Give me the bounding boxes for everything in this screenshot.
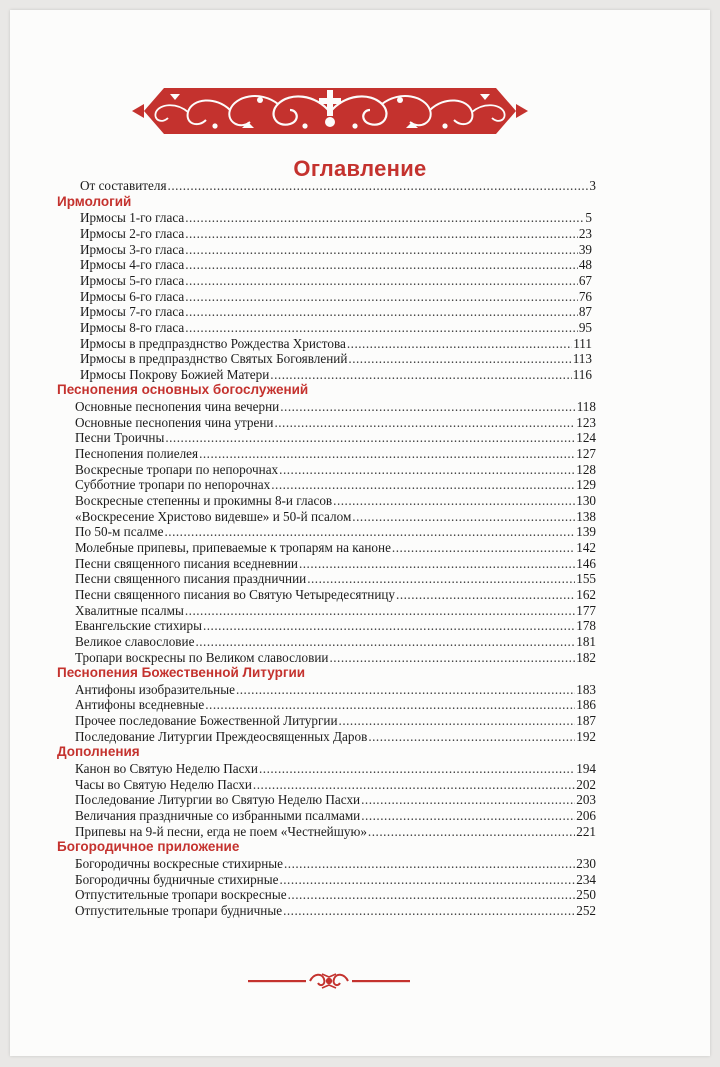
toc-entry-label: Ирмосы 1-го гласа [80, 210, 185, 226]
toc-entry-page-number: 124 [576, 430, 596, 446]
toc-entry-label: Ирмосы 4-го гласа [80, 257, 185, 273]
dot-leader [348, 351, 571, 367]
toc-entry[interactable] [75, 618, 596, 634]
toc-entry-page-number: 230 [576, 855, 596, 871]
dot-leader [396, 587, 575, 603]
dot-leader [185, 603, 575, 619]
toc-entry-label: «Воскресение Христово видевше» и 50-й псалом [75, 508, 352, 524]
dot-leader [185, 210, 584, 226]
toc-entry[interactable] [75, 777, 596, 793]
toc-entry-page-number: 203 [576, 792, 596, 808]
toc-entry-page-number: 194 [576, 761, 596, 777]
toc-entry-page-number: 95 [578, 319, 592, 335]
dot-leader [279, 462, 575, 478]
toc-entry-page-number: 113 [572, 351, 592, 367]
dot-leader [352, 509, 575, 525]
toc-entry-page-number: 118 [576, 399, 596, 415]
toc-entry-page-number: 23 [578, 225, 592, 241]
toc-entry[interactable] [75, 634, 596, 650]
toc-entry-page-number: 187 [576, 713, 596, 729]
toc-entry-page-number: 221 [576, 823, 596, 839]
dot-leader [368, 729, 575, 745]
dot-leader [185, 226, 578, 242]
toc-entry-label: От составителя [80, 178, 167, 193]
toc-entry-label: Ирмосы 5-го гласа [80, 272, 185, 288]
toc-entry-label: Отпустительные тропари воскресные [75, 887, 287, 903]
toc-entry[interactable] [75, 446, 596, 462]
dot-leader [195, 634, 575, 650]
toc-entry-page-number: 111 [573, 335, 592, 351]
toc-entry-label: Хвалитные псалмы [75, 602, 184, 618]
toc-entry-page-number: 206 [576, 808, 596, 823]
toc-entry-label: Ирмосы 3-го гласа [80, 241, 185, 257]
toc-entry-label: Прочее последование Божественной Литургии [75, 713, 338, 729]
toc-entry-page-number: 129 [576, 477, 596, 493]
toc-entry[interactable] [75, 824, 596, 840]
dot-leader [205, 697, 575, 713]
toc-entry[interactable] [80, 320, 592, 336]
toc-entry-label: Антифоны изобразительные [75, 681, 235, 697]
toc-entry-page-number: 177 [576, 602, 596, 618]
dot-leader [168, 178, 589, 194]
toc-entry-page-number: 39 [578, 241, 592, 257]
dot-leader [283, 903, 575, 919]
toc-entry[interactable] [75, 856, 596, 872]
dot-leader [164, 524, 575, 540]
toc-entry-page-number: 234 [576, 871, 596, 887]
page-title: Оглавление [293, 156, 427, 181]
dot-leader [299, 556, 575, 572]
toc-entry[interactable] [80, 289, 592, 305]
section-heading[interactable]: Песнопения Божественной Литургии [57, 665, 306, 681]
toc-entry[interactable] [80, 336, 592, 352]
toc-entry-page-number: 250 [576, 887, 596, 903]
toc-entry-label: Песнопения полиелея [75, 446, 199, 462]
toc-entry-page-number: 202 [576, 776, 596, 792]
toc-entry[interactable] [75, 415, 596, 431]
toc-entry-label: Молебные припевы, припеваемые к тропарям на каноне [75, 539, 391, 555]
toc-entry-page-number: 138 [576, 508, 596, 524]
toc-entry-page-number: 48 [578, 257, 592, 273]
toc-entry-label: Тропари воскресны по Великом славословии [75, 649, 329, 665]
dot-leader [271, 477, 575, 493]
dot-leader [280, 399, 575, 415]
section-heading[interactable]: Ирмологий [57, 193, 132, 209]
toc-entry[interactable] [80, 351, 592, 367]
toc-entry-label: Великое славословие [75, 633, 195, 649]
toc-entry-page-number: 3 [589, 178, 596, 193]
toc-entry-label: Антифоны вседневные [75, 697, 205, 713]
toc-entry-label: Богородичны воскресные стихирные [75, 855, 283, 871]
dot-leader [185, 257, 578, 273]
toc-entry-label: Величания праздничные со избранными псалмами [75, 808, 361, 823]
ornament-divider-icon [248, 970, 410, 992]
dot-leader [274, 415, 575, 431]
toc-entry-page-number: 162 [576, 586, 596, 602]
toc-entry[interactable] [75, 887, 596, 903]
toc-entry-page-number: 5 [585, 210, 592, 226]
toc-entry-label: Ирмосы в предпразднство Рождества Христова [80, 335, 346, 351]
toc-entry-page-number: 123 [576, 414, 596, 430]
dot-leader [203, 618, 575, 634]
toc-entry-label: Часы во Святую Неделю Пасхи [75, 776, 252, 792]
dot-leader [329, 650, 575, 666]
section-heading[interactable]: Песнопения основных богослужений [57, 382, 309, 398]
toc-entry[interactable] [75, 792, 596, 808]
toc-entry-page-number: 252 [576, 902, 596, 918]
toc-entry-label: Основные песнопения чина вечерни [75, 399, 280, 415]
toc-entry[interactable] [80, 273, 592, 289]
toc-entry[interactable] [75, 430, 596, 446]
toc-entry[interactable] [75, 713, 596, 729]
toc-entry-page-number: 192 [576, 728, 596, 744]
toc-entry[interactable] [75, 808, 596, 824]
toc-entry-page-number: 139 [576, 524, 596, 540]
toc-entry-page-number: 128 [576, 461, 596, 477]
toc-entry[interactable] [75, 540, 596, 556]
toc-entry-page-number: 76 [578, 288, 592, 304]
toc-entry[interactable] [80, 226, 592, 242]
section-heading[interactable]: Богородичное приложение [57, 839, 240, 855]
toc-entry-label: Припевы на 9-й песни, егда не поем «Честнейшую» [75, 823, 367, 839]
toc-entry-label: Воскресные тропари по непорочнах [75, 461, 279, 477]
toc-entry[interactable] [75, 556, 596, 572]
dot-leader [339, 713, 576, 729]
book-page [10, 10, 710, 1056]
toc-entry[interactable] [80, 242, 592, 258]
toc-entry[interactable] [75, 761, 596, 777]
dot-leader [259, 761, 575, 777]
toc-entry-label: Ирмосы 8-го гласа [80, 319, 185, 335]
toc-entry-page-number: 87 [578, 304, 592, 320]
floral-ornament-icon [130, 82, 530, 140]
dot-leader [368, 824, 575, 840]
dot-leader [185, 242, 578, 258]
dot-leader [253, 777, 575, 793]
dot-leader [361, 808, 575, 824]
toc-entry-label: Богородичны будничные стихирные [75, 871, 279, 887]
toc-entry-label: Ирмосы Покрову Божией Матери [80, 366, 270, 382]
toc-entry-page-number: 181 [576, 633, 596, 649]
toc-entry-label: Песни священного писания праздничнии [75, 571, 307, 587]
toc-entry-label: Ирмосы 7-го гласа [80, 304, 185, 320]
toc-entry-page-number: 178 [576, 618, 596, 634]
toc-entry-page-number: 130 [576, 493, 596, 508]
toc-entry-label: Канон во Святую Неделю Пасхи [75, 761, 258, 777]
toc-entry[interactable] [75, 650, 596, 666]
toc-entry-label: Основные песнопения чина утрени [75, 414, 274, 430]
toc-entry[interactable] [80, 257, 592, 273]
dot-leader [165, 430, 575, 446]
dot-leader [284, 856, 575, 872]
dot-leader [392, 540, 575, 556]
toc-entry[interactable] [75, 682, 596, 698]
toc-entry[interactable] [75, 571, 596, 587]
dot-leader [185, 304, 578, 320]
toc-entry-label: Последование Литургии Преждеосвященных Даров [75, 728, 368, 744]
dot-leader [288, 887, 576, 903]
toc-entry-label: Воскресные степенны и прокимны 8-и гласов [75, 493, 333, 508]
toc-entry-label: Отпустительные тропари будничные [75, 902, 283, 918]
dot-leader [361, 792, 575, 808]
toc-entry-page-number: 182 [576, 649, 596, 665]
toc-entry-page-number: 183 [576, 681, 596, 697]
toc-entry-label: Субботние тропари по непорочнах [75, 477, 271, 493]
toc-entry[interactable] [75, 903, 596, 919]
dot-leader [185, 320, 578, 336]
toc-entry[interactable] [75, 729, 596, 745]
dot-leader [333, 493, 575, 509]
toc-entry[interactable] [80, 178, 596, 194]
dot-leader [307, 571, 575, 587]
section-heading[interactable]: Дополнения [57, 744, 140, 760]
toc-entry[interactable] [80, 367, 592, 383]
toc-entry[interactable] [80, 210, 592, 226]
toc-entry[interactable] [75, 872, 596, 888]
toc-entry-label: Песни священного писания вседневнии [75, 555, 298, 571]
toc-entry-page-number: 127 [576, 446, 596, 462]
dot-leader [236, 682, 575, 698]
toc-entry-page-number: 155 [576, 571, 596, 587]
toc-entry[interactable] [75, 587, 596, 603]
toc-entry[interactable] [75, 697, 596, 713]
toc-entry[interactable] [75, 462, 596, 478]
toc-entry-page-number: 67 [578, 272, 592, 288]
toc-entry[interactable] [75, 477, 596, 493]
toc-entry-page-number: 142 [576, 539, 596, 555]
dot-leader [185, 273, 578, 289]
toc-entry-page-number: 116 [572, 366, 592, 382]
dot-leader [270, 367, 571, 383]
toc-entry[interactable] [75, 603, 596, 619]
toc-entry-page-number: 186 [576, 697, 596, 713]
dot-leader [199, 446, 575, 462]
toc-entry-label: Ирмосы 2-го гласа [80, 225, 185, 241]
toc-entry-label: Песни Троичны [75, 430, 165, 446]
toc-entry-label: По 50-м псалме [75, 524, 164, 540]
toc-entry-label: Последование Литургии во Святую Неделю Пасхи [75, 792, 361, 808]
dot-leader [347, 336, 572, 352]
toc-entry-label: Ирмосы в предпразднство Святых Богоявлений [80, 351, 348, 367]
toc-entry-page-number: 146 [576, 555, 596, 571]
dot-leader [279, 872, 575, 888]
toc-entry-label: Евангельские стихиры [75, 618, 202, 634]
toc-entry[interactable] [75, 524, 596, 540]
toc-entry[interactable] [75, 509, 596, 525]
dot-leader [185, 289, 578, 305]
toc-entry-label: Песни священного писания во Святую Четыредесятницу [75, 586, 396, 602]
toc-entry[interactable] [80, 304, 592, 320]
toc-entry-label: Ирмосы 6-го гласа [80, 288, 185, 304]
toc-entry[interactable] [75, 493, 596, 509]
toc-entry[interactable] [75, 399, 596, 415]
